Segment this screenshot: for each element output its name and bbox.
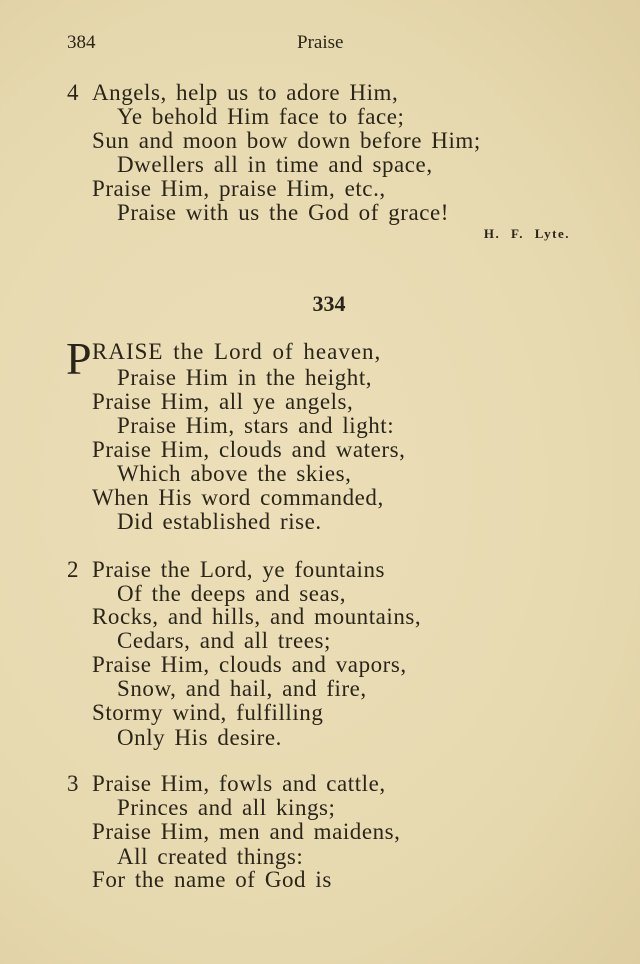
stanza-number: 3 (67, 771, 80, 796)
verse-line: Praise with us the God of grace! (117, 200, 449, 225)
verse-line: Snow, and hail, and fire, (117, 676, 367, 701)
verse-line: Praise the Lord, ye fountains (92, 557, 386, 582)
stanza-number: 2 (67, 557, 80, 582)
verse-line: Praise Him in the height, (117, 365, 373, 390)
verse-line: When His word commanded, (92, 485, 384, 510)
verse-line: Only His desire. (117, 725, 282, 750)
verse-line: Dwellers all in time and space, (117, 152, 433, 177)
verse-line: Of the deeps and seas, (117, 581, 347, 606)
verse-line: Praise Him, clouds and waters, (92, 437, 406, 462)
verse-line: Stormy wind, fulfilling (92, 700, 324, 725)
verse-line: Ye behold Him face to face; (117, 104, 405, 129)
verse-line: Princes and all kings; (117, 795, 336, 820)
verse-line: Praise Him, fowls and cattle, (92, 771, 386, 796)
verse-line: RAISE the Lord of heaven, (92, 339, 382, 364)
verse-line: Did established rise. (117, 509, 322, 534)
verse-line: Praise Him, stars and light: (117, 413, 395, 438)
verse-line: For the name of God is (92, 867, 332, 892)
verse-line: Praise Him, clouds and vapors, (92, 652, 407, 677)
verse-line: Sun and moon bow down before Him; (92, 128, 481, 153)
verse-line: Which above the skies, (117, 461, 352, 486)
verse-line: Praise Him, praise Him, etc., (92, 176, 386, 201)
verse-line: All created things: (117, 844, 304, 869)
page-number: 384 (67, 32, 96, 53)
hymn-number: 334 (312, 291, 346, 316)
verse-line: Praise Him, men and maidens, (92, 819, 401, 844)
running-title: Praise (297, 32, 344, 53)
verse-line: Cedars, and all trees; (117, 628, 331, 653)
verse-line: Rocks, and hills, and mountains, (92, 604, 422, 629)
verse-line: Angels, help us to adore Him, (92, 80, 399, 105)
author-attribution: H. F. Lyte. (483, 226, 570, 241)
verse-line: Praise Him, all ye angels, (92, 389, 354, 414)
drop-cap: P (66, 333, 92, 384)
stanza-number: 4 (67, 80, 80, 105)
